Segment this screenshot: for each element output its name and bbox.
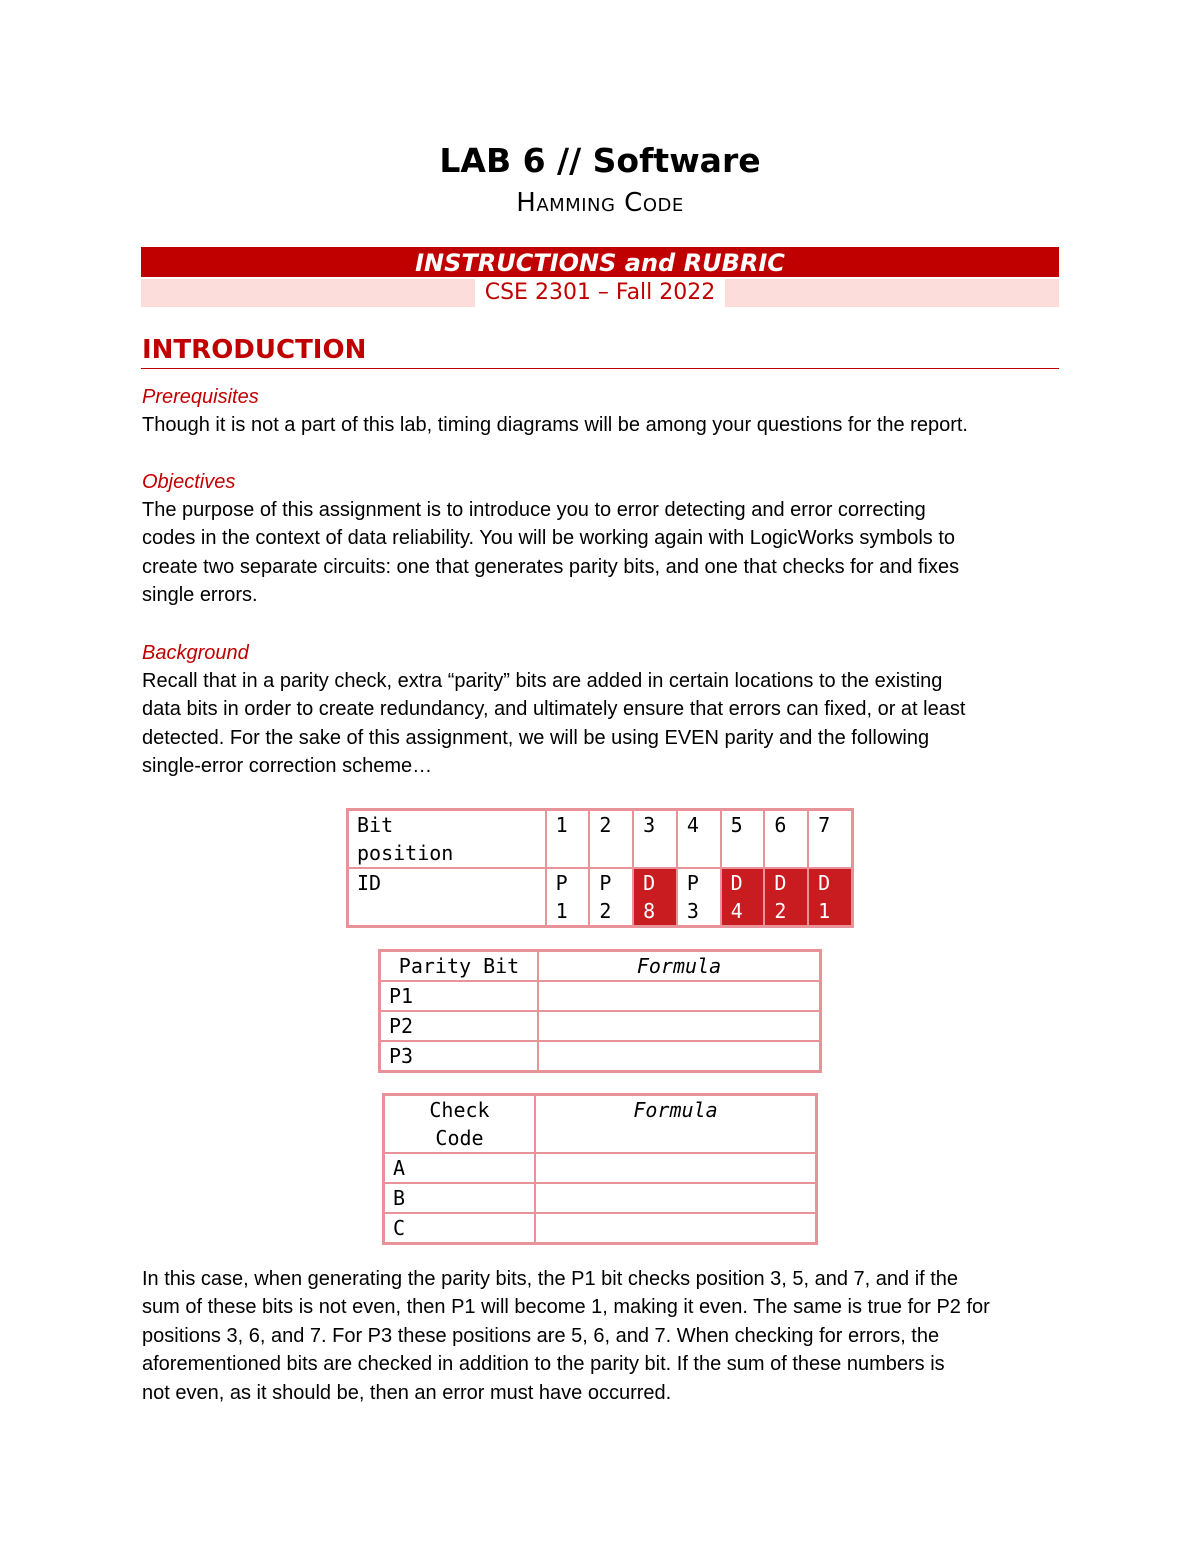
- objectives-line: The purpose of this assignment is to introduce you to error detecting and error correcting: [142, 499, 926, 521]
- id-letter: D: [818, 871, 831, 895]
- background-line: detected. For the sake of this assignment, we will be using EVEN parity and the following: [142, 726, 930, 749]
- parity-id-cell: [589, 868, 633, 927]
- id-letter: D: [774, 871, 787, 895]
- background-paragraph: [142, 667, 1072, 781]
- column-header-line: Check: [429, 1098, 490, 1122]
- bit-position-cell: 6: [764, 810, 808, 869]
- formula-cell: [538, 981, 821, 1011]
- formula-cell: [535, 1183, 817, 1213]
- bit-position-cell: 4: [677, 810, 721, 869]
- parity-bit-cell: P3: [380, 1041, 539, 1072]
- objectives-line: create two separate circuits: one that generates parity bits, and one that checks for and fixes: [142, 555, 960, 578]
- bit-position-table: [346, 808, 854, 928]
- bit-position-cell: 1: [546, 810, 590, 869]
- table-row: [380, 981, 821, 1011]
- formula-cell: [538, 1011, 821, 1041]
- background-line: data bits in order to create redundancy, and ultimately ensure that errors can fixed, or at least: [142, 698, 966, 721]
- id-letter: P: [555, 871, 568, 895]
- formula-cell: [535, 1153, 817, 1183]
- prerequisites-text: Though it is not a part of this lab, timing diagrams will be among your questions for the report.: [142, 414, 968, 436]
- bit-position-cell: 7: [808, 810, 852, 869]
- check-code-cell: C: [384, 1213, 536, 1244]
- data-id-cell: [764, 868, 808, 927]
- id-number: 1: [555, 899, 568, 923]
- table-row: [384, 1213, 817, 1244]
- document-title: LAB 6 // Software: [439, 141, 761, 180]
- column-header: Formula: [535, 1095, 817, 1154]
- background-line: single-error correction scheme…: [142, 755, 433, 778]
- objectives-paragraph: [142, 496, 1072, 610]
- table-row: [380, 1011, 821, 1041]
- section-divider: [141, 368, 1059, 369]
- row-label-cell: ID: [348, 868, 546, 927]
- data-id-cell: [721, 868, 765, 927]
- row-label: position: [357, 841, 454, 865]
- id-number: 1: [818, 899, 831, 923]
- table-row: [384, 1183, 817, 1213]
- closing-line: not even, as it should be, then an error must have occurred.: [142, 1381, 672, 1404]
- check-code-table: [382, 1093, 818, 1245]
- table-row: [384, 1095, 817, 1154]
- objectives-line: codes in the context of data reliability. You will be working again with LogicWorks symbols to: [142, 527, 956, 550]
- bit-position-cell: 3: [633, 810, 677, 869]
- table-row: [348, 868, 853, 927]
- row-label-cell: [348, 810, 546, 869]
- background-label: Background: [142, 642, 249, 664]
- id-letter: P: [686, 871, 699, 895]
- table-row: [384, 1153, 817, 1183]
- parity-id-cell: [677, 868, 721, 927]
- formula-cell: [538, 1041, 821, 1072]
- id-number: 8: [643, 899, 656, 923]
- check-code-cell: A: [384, 1153, 536, 1183]
- closing-paragraph: [142, 1265, 1072, 1407]
- row-label: Bit: [357, 813, 394, 837]
- data-id-cell: [633, 868, 677, 927]
- id-number: 2: [774, 899, 787, 923]
- id-letter: P: [599, 871, 612, 895]
- course-label: CSE 2301 – Fall 2022: [475, 279, 725, 307]
- introduction-heading: INTRODUCTION: [142, 335, 367, 365]
- table-row: [380, 1041, 821, 1072]
- parity-id-cell: [546, 868, 590, 927]
- parity-bit-cell: P1: [380, 981, 539, 1011]
- id-number: 4: [730, 899, 743, 923]
- objectives-label: Objectives: [142, 471, 236, 493]
- closing-line: In this case, when generating the parity bits, the P1 bit checks position 3, 5, and 7, and if the: [142, 1268, 959, 1290]
- data-id-cell: [808, 868, 852, 927]
- column-header: Parity Bit: [380, 951, 539, 982]
- parity-formula-table: [378, 949, 822, 1073]
- objectives-line: single errors.: [142, 584, 258, 607]
- column-header: [384, 1095, 536, 1154]
- id-number: 3: [686, 899, 699, 923]
- parity-bit-cell: P2: [380, 1011, 539, 1041]
- bit-position-cell: 5: [721, 810, 765, 869]
- id-letter: D: [643, 871, 656, 895]
- instructions-banner: INSTRUCTIONS and RUBRIC: [141, 247, 1059, 277]
- document-subtitle: Hamming Code: [516, 188, 684, 218]
- closing-line: positions 3, 6, and 7. For P3 these positions are 5, 6, and 7. When checking for errors, the: [142, 1324, 940, 1347]
- column-header: Formula: [538, 951, 821, 982]
- table-row: [380, 951, 821, 982]
- id-letter: D: [730, 871, 743, 895]
- check-code-cell: B: [384, 1183, 536, 1213]
- id-number: 2: [599, 899, 612, 923]
- column-header-line: Code: [435, 1126, 484, 1150]
- closing-line: aforementioned bits are checked in addition to the parity bit. If the sum of these numbers is: [142, 1353, 945, 1376]
- table-row: [348, 810, 853, 869]
- background-line: Recall that in a parity check, extra “parity” bits are added in certain locations to the existing: [142, 670, 943, 692]
- bit-position-cell: 2: [589, 810, 633, 869]
- prerequisites-label: Prerequisites: [142, 386, 259, 408]
- closing-line: sum of these bits is not even, then P1 will become 1, making it even. The same is true for P2 for: [142, 1296, 990, 1319]
- formula-cell: [535, 1213, 817, 1244]
